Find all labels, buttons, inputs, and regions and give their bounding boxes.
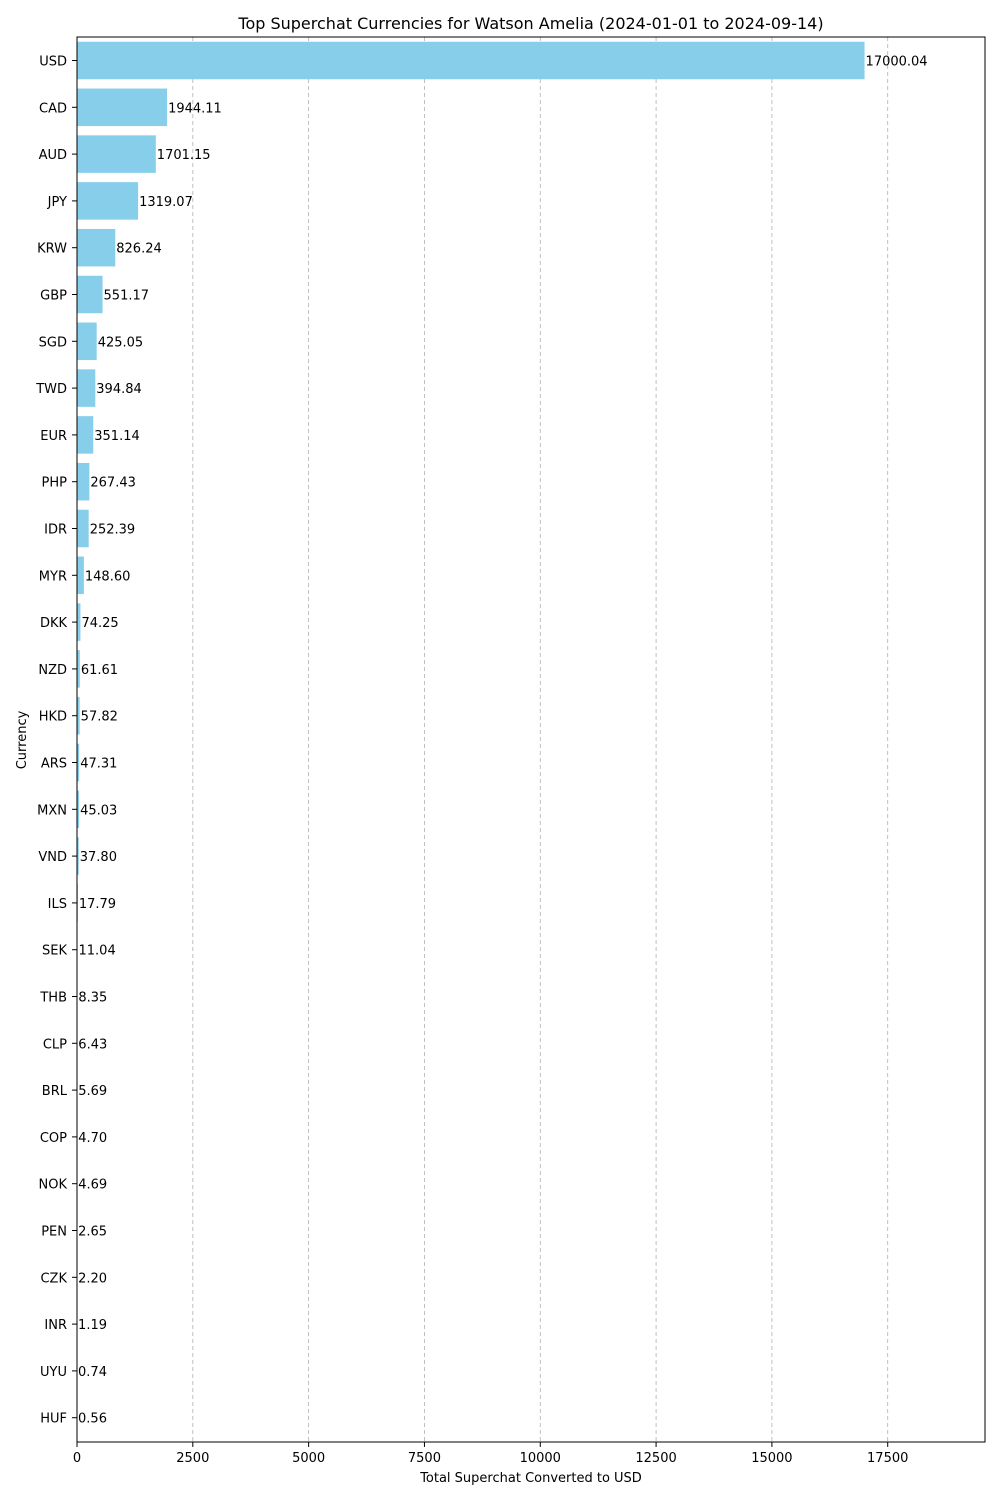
data-label: 551.17 [103,288,150,304]
data-label: 5.69 [78,1084,108,1100]
data-label: 11.04 [78,943,116,959]
data-label: 826.24 [116,241,162,257]
y-tick-label: MXN [37,803,67,819]
y-tick-label: CLP [42,1037,67,1053]
y-tick-label: JPY [47,194,67,210]
bar-php [77,463,89,501]
data-label: 17.79 [78,896,117,912]
data-label: 1319.07 [139,194,193,210]
bar-usd [77,42,865,80]
data-label: 1.19 [78,1318,108,1334]
x-tick-label: 7500 [407,1451,441,1466]
y-tick-label: PEN [41,1224,67,1240]
data-label: 351.14 [94,428,140,444]
x-tick-label: 15000 [751,1451,793,1466]
bar-gbp [77,276,103,314]
y-tick-label: AUD [38,148,67,164]
y-axis-label: Currency [15,710,30,770]
bar-cad [77,89,167,127]
data-label: 4.70 [78,1130,108,1146]
y-tick-label: MYR [38,569,67,585]
bar-krw [77,229,115,267]
y-tick-label: SEK [42,943,67,959]
chart-title: Top Superchat Currencies for Watson Amelia (2024-01-01 to 2024-09-14) [238,14,824,33]
y-tick-label: VND [38,850,67,866]
y-tick-label: NOK [38,1177,67,1193]
data-label: 0.74 [78,1364,107,1380]
data-label: 17000.04 [865,54,928,70]
x-tick-label: 10000 [519,1451,561,1466]
data-label: 74.25 [81,616,119,632]
y-tick-label: PHP [41,475,67,491]
y-tick-label: ARS [40,756,67,772]
data-label: 148.60 [84,569,131,585]
x-tick-label: 12500 [635,1451,677,1466]
y-tick-label: CZK [40,1271,67,1287]
bar-twd [77,369,95,407]
y-tick-label: TWD [36,382,67,398]
y-tick-label: KRW [37,241,67,257]
bar-eur [77,416,93,454]
y-tick-label: INR [44,1318,67,1334]
data-label: 1701.15 [156,148,211,164]
y-tick-label: NZD [38,662,67,678]
bars [77,42,865,1437]
x-tick-label: 5000 [292,1451,326,1466]
data-label: 425.05 [97,335,144,351]
x-tick-label: 2500 [176,1451,210,1466]
y-tick-label: ILS [47,896,67,912]
bar-jpy [77,182,138,220]
y-tick-label: SGD [38,335,67,351]
y-tick-label: COP [39,1130,67,1146]
data-label: 0.56 [78,1411,107,1427]
x-axis-label: Total Superchat Converted to USD [420,1471,642,1486]
data-label: 252.39 [89,522,136,538]
y-tick-label: USD [39,54,67,70]
y-tick-label: EUR [40,428,67,444]
y-tick-label: HKD [38,709,67,725]
bar-idr [77,510,89,548]
data-labels [78,55,928,1427]
data-label: 4.69 [78,1177,108,1193]
data-label: 57.82 [80,709,118,725]
bar-myr [77,557,84,595]
data-label: 2.20 [78,1271,108,1287]
data-label: 2.65 [78,1224,108,1240]
data-label: 47.31 [80,756,118,772]
x-tick-label: 0 [72,1451,82,1466]
bar-sgd [77,323,97,361]
y-tick-label: UYU [40,1364,67,1380]
y-tick-label: GBP [40,288,67,304]
plot-frame [77,37,985,1442]
data-label: 37.80 [79,850,117,866]
data-label: 394.84 [96,382,142,398]
axes [35,55,908,1467]
y-tick-label: HUF [40,1411,67,1427]
data-label: 267.43 [90,475,136,491]
data-label: 8.35 [78,990,108,1006]
grid-lines [193,37,888,1442]
y-tick-label: IDR [44,522,67,538]
bar-dkk [77,603,80,641]
y-tick-label: BRL [41,1084,67,1100]
bar-aud [77,135,156,173]
data-label: 1944.11 [168,101,222,117]
x-tick-label: 17500 [867,1451,909,1466]
y-tick-label: DKK [39,616,67,632]
y-tick-label: THB [40,990,67,1006]
data-label: 61.61 [80,662,119,678]
data-label: 6.43 [78,1037,108,1053]
data-label: 45.03 [80,803,118,819]
y-tick-label: CAD [39,101,67,117]
